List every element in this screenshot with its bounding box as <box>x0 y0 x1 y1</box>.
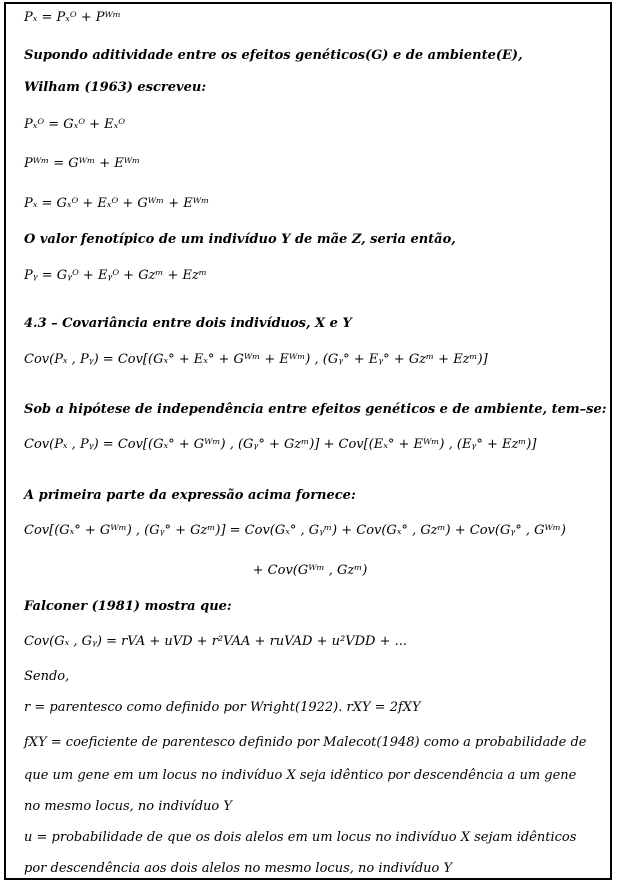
equation-cov-expand: Cov[(Gₓ° + Gᵂᵐ) , (Gᵧ° + Gzᵐ)] = Cov(Gₓ° , Gᵧᵐ) + Cov(Gₓ° , Gzᵐ) + Cov(Gᵧ° , Gᵂᵐ) <box>24 523 566 538</box>
text-additivity: Supondo aditividade entre os efeitos genéticos(G) e de ambiente(E), <box>24 48 523 63</box>
equation-cov-p: Cov(Pₓ , Pᵧ) = Cov[(Gₓ° + Eₓ° + Gᵂᵐ + Eᵂᵐ) , (Gᵧ° + Eᵧ° + Gzᵐ + Ezᵐ)] <box>24 352 488 367</box>
equation-py: Pᵧ = Gᵧᴼ + Eᵧᴼ + Gzᵐ + Ezᵐ <box>24 268 207 283</box>
equation-pxo: Pₓᴼ = Gₓᴼ + Eₓᴼ <box>24 117 125 132</box>
definition-fxy-1: fXY = coeficiente de parentesco definido por Malecot(1948) como a probabilidade de <box>24 735 587 750</box>
text-wilham: Wilham (1963) escreveu: <box>24 80 207 95</box>
definition-u-2: por descendência aos dois alelos no mesmo locus, no indivíduo Y <box>24 861 453 876</box>
text-sendo: Sendo, <box>24 669 70 684</box>
section-heading-4-3: 4.3 – Covariância entre dois indivíduos, X e Y <box>24 316 352 331</box>
definition-u-1: u = probabilidade de que os dois alelos em um locus no indivíduo X sejam idênticos <box>24 830 577 845</box>
equation-cov-g: Cov(Gₓ , Gᵧ) = rVA + uVD + r²VAA + ruVAD + u²VDD + ... <box>24 634 407 649</box>
text-first-part: A primeira parte da expressão acima fornece: <box>24 488 356 503</box>
equation-pwm: Pᵂᵐ = Gᵂᵐ + Eᵂᵐ <box>24 156 141 171</box>
text-phenotypic-value: O valor fenotípico de um indivíduo Y de mãe Z, seria então, <box>24 232 456 247</box>
equation-cov-split: Cov(Pₓ , Pᵧ) = Cov[(Gₓ° + Gᵂᵐ) , (Gᵧ° + Gzᵐ)] + Cov[(Eₓ° + Eᵂᵐ) , (Eᵧ° + Ezᵐ)] <box>24 437 537 452</box>
equation-px-sum: Pₓ = Gₓᴼ + Eₓᴼ + Gᵂᵐ + Eᵂᵐ <box>24 196 210 211</box>
definition-fxy-3: no mesmo locus, no indivíduo Y <box>24 799 232 814</box>
text-independence: Sob a hipótese de independência entre efeitos genéticos e de ambiente, tem–se: <box>24 402 607 417</box>
definition-r: r = parentesco como definido por Wright(1922). rXY = 2fXY <box>24 700 421 715</box>
definition-fxy-2: que um gene em um locus no indivíduo X seja idêntico por descendência a um gene <box>24 768 577 783</box>
equation-cov-expand-cont: + Cov(Gᵂᵐ , Gzᵐ) <box>252 563 368 578</box>
equation-px: Pₓ = Pₓᴼ + Pᵂᵐ <box>24 10 121 25</box>
text-falconer: Falconer (1981) mostra que: <box>24 599 232 614</box>
